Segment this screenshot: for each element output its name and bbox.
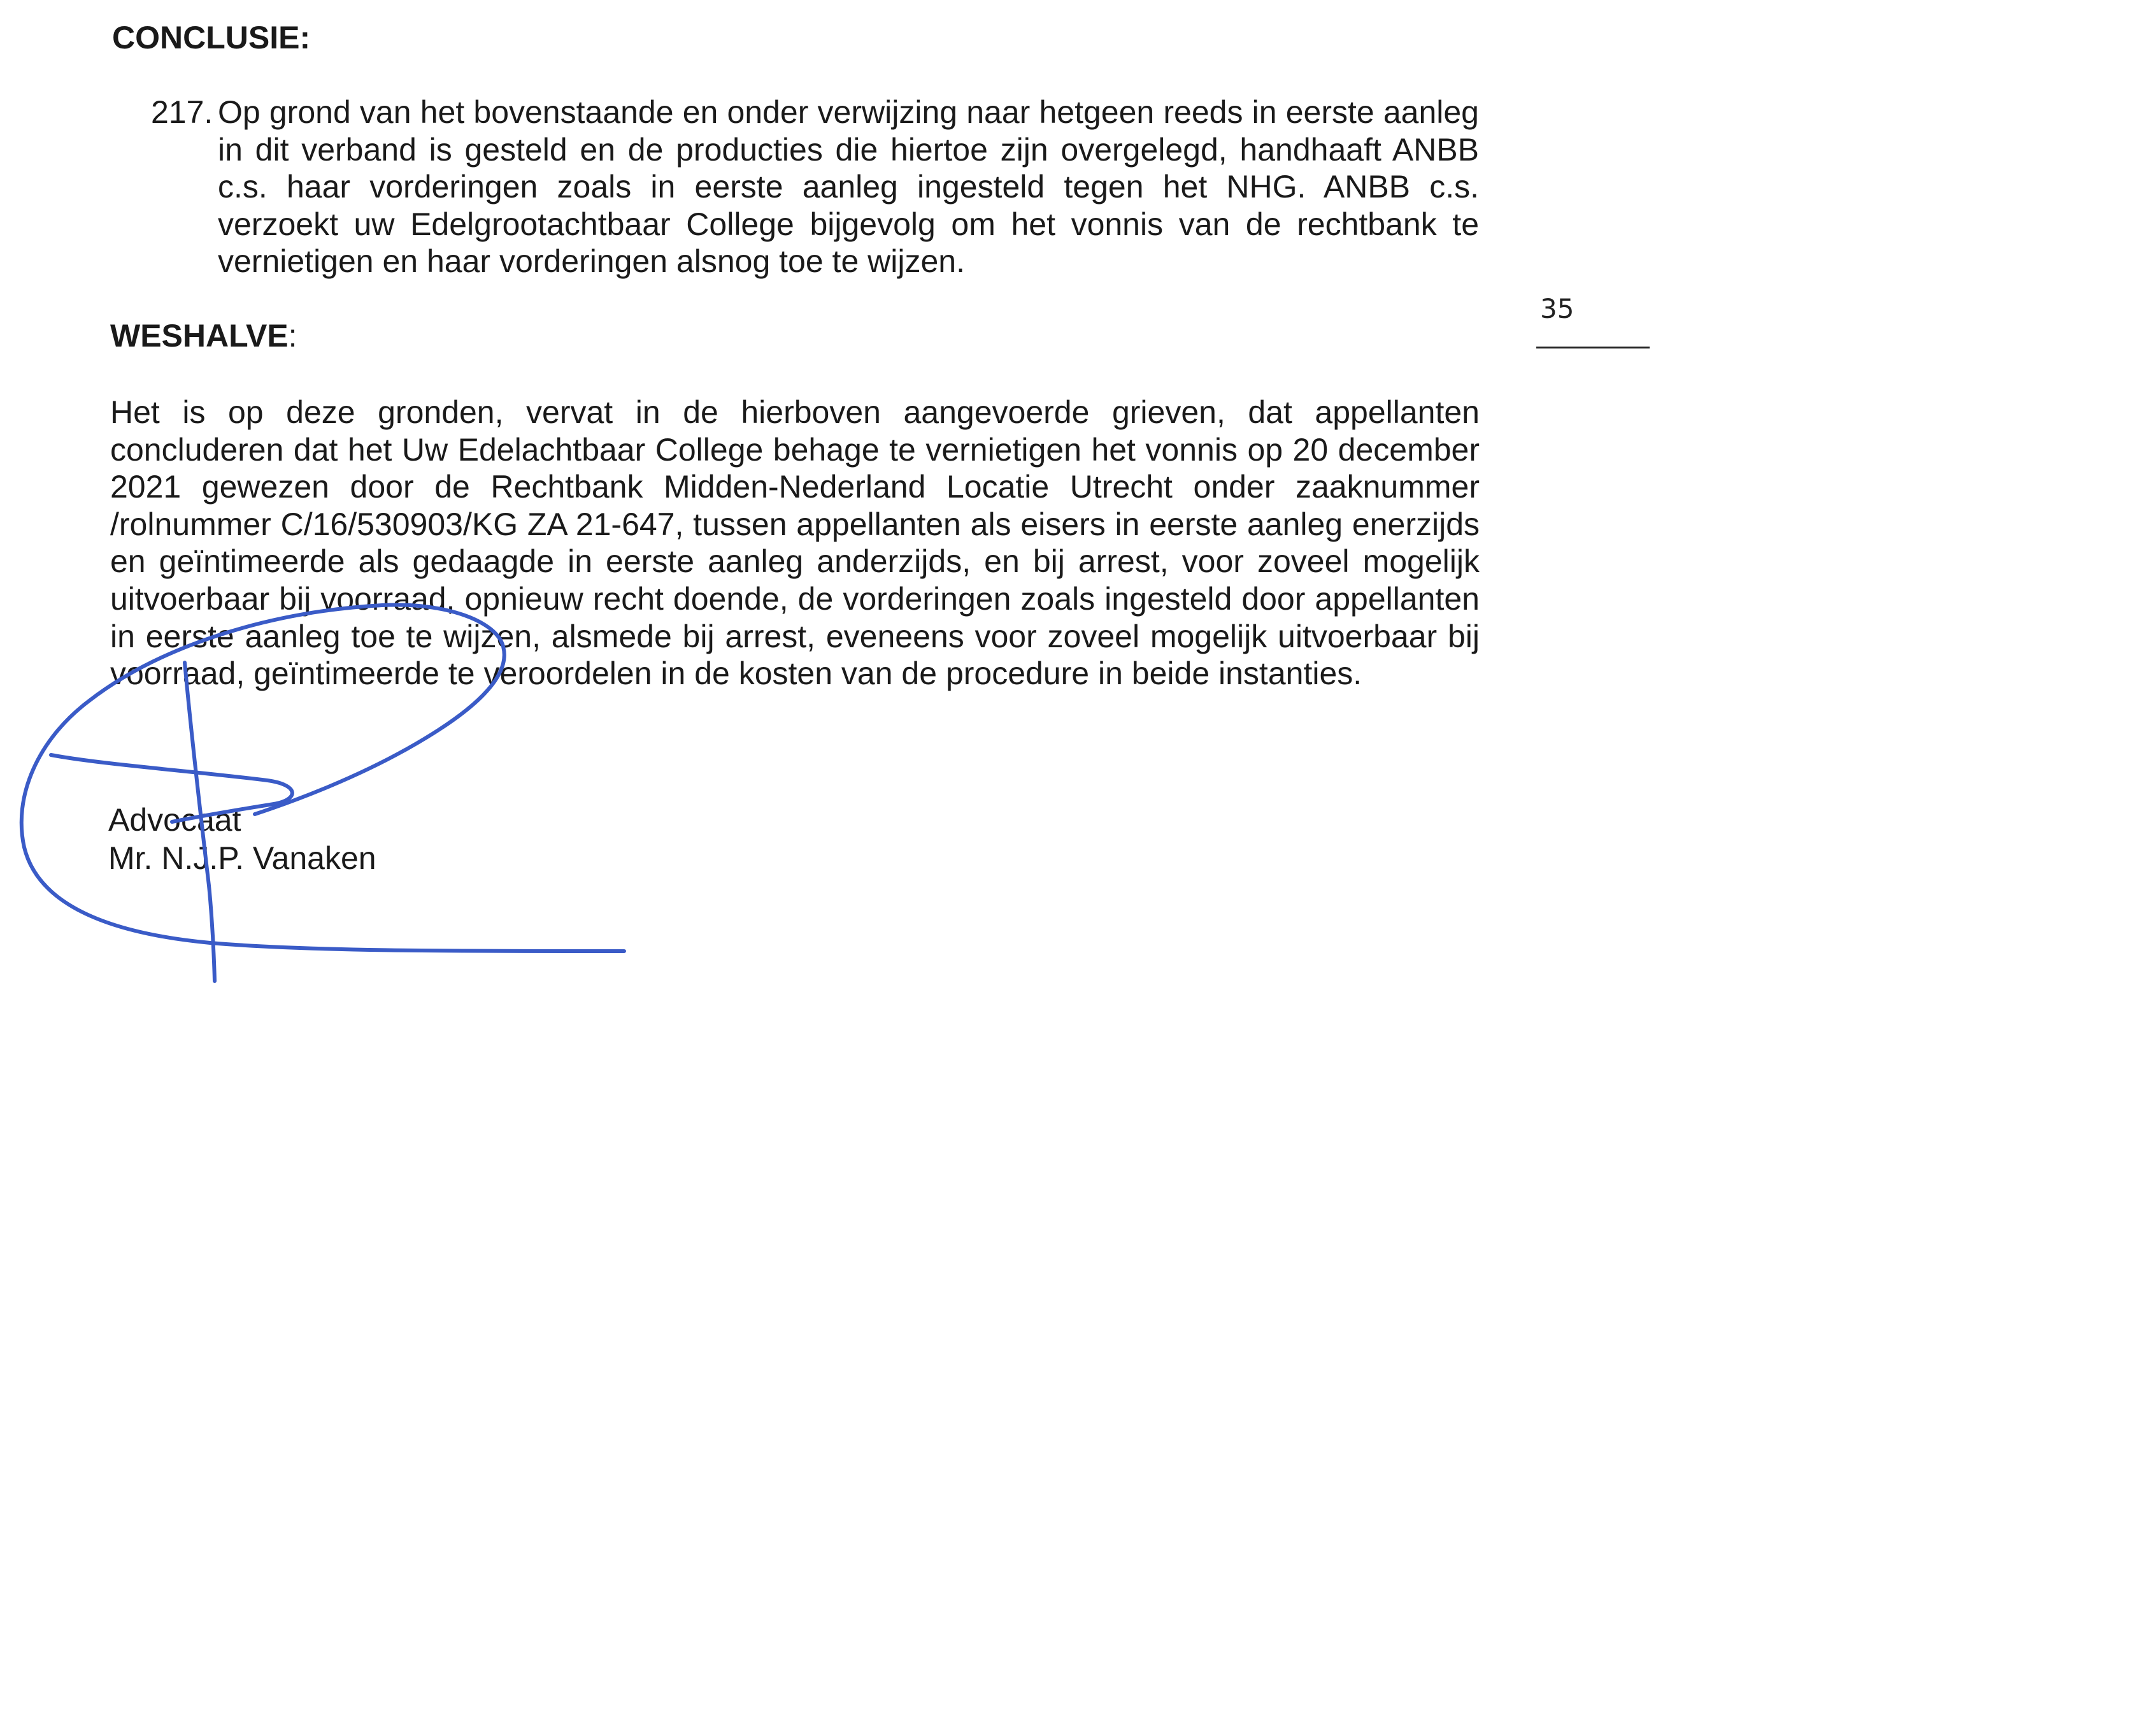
closing-role: Advocaat <box>108 802 241 838</box>
paragraph-217-text: Op grond van het bovenstaande en onder verwijzing naar hetgeen reeds in eerste aanleg in dit verband is gesteld en de producties die hiertoe zijn overgelegd, handhaaft ANBB c.s. haar vorderingen zoals in eerste aanleg ingesteld tegen het NHG. ANBB c.s. verzoekt uw Edelgrootachtbaar College bijgevolg om het vonnis van de rechtbank te vernietigen en haar vorderingen alsnog toe te wijzen. <box>218 94 1479 280</box>
weshalve-label: WESHALVE <box>110 318 289 354</box>
section-heading-conclusie: CONCLUSIE: <box>112 20 311 55</box>
paragraph-number: 217. <box>151 94 213 130</box>
closing-name: Mr. N.J.P. Vanaken <box>108 840 376 876</box>
section-heading-weshalve <box>110 317 297 354</box>
weshalve-colon: : <box>288 318 297 354</box>
page-number: 35 <box>1540 293 1574 324</box>
page-number-rule <box>1536 347 1650 348</box>
petition-paragraph: Het is op deze gronden, vervat in de hierboven aangevoerde grieven, dat appellanten concluderen dat het Uw Edelachtbaar College behage te vernietigen het vonnis op 20 december 2021 gewezen door de Rechtbank Midden-Nederland Locatie Utrecht onder zaaknummer /rolnummer C/16/530903/KG ZA 21-647, tussen appellanten als eisers in eerste aanleg enerzijds en geïntimeerde als gedaagde in eerste aanleg anderzijds, en bij arrest, voor zoveel mogelijk uitvoerbaar bij voorraad, opnieuw recht doende, de vorderingen zoals ingesteld door appellanten in eerste aanleg toe te wijzen, alsmede bij arrest, eveneens voor zoveel mogelijk uitvoerbaar bij voorraad, geïntimeerde te veroordelen in de kosten van de procedure in beide instanties. <box>110 394 1480 692</box>
